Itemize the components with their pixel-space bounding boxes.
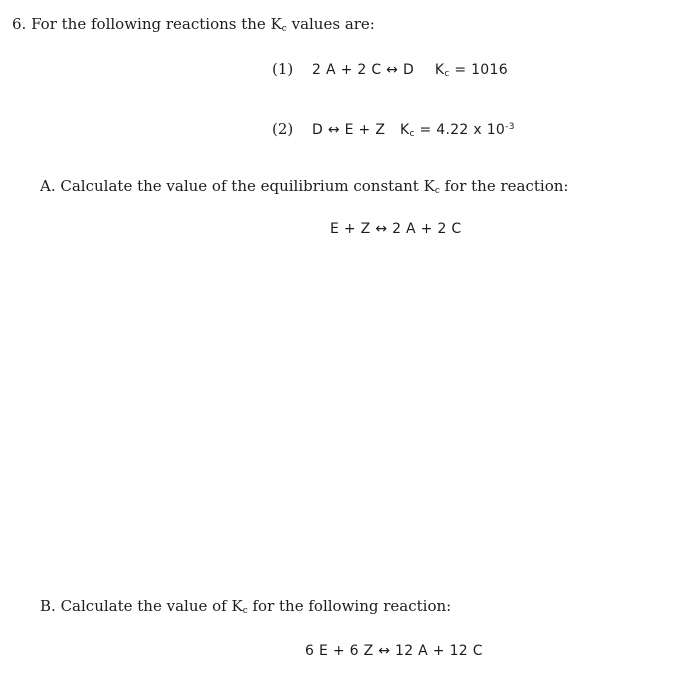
reaction-1-label: (1): [272, 60, 294, 78]
reaction-2-equation: D ↔ E + Z: [312, 122, 386, 138]
question-header: [12, 15, 375, 38]
part-a-text: Calculate the value of the equilibrium constant $K_c$ for the reaction:: [60, 177, 569, 196]
reaction-1-k: $K_c = 1016$: [434, 62, 508, 79]
reaction-2-label: (2): [272, 120, 294, 138]
part-b-prompt: [40, 597, 451, 620]
reaction-2-k: $K_c = 4.22$ x $10^{-3}$: [400, 122, 515, 139]
part-b-prefix: B.: [40, 597, 56, 615]
part-b-equation: 6 E + 6 Z ↔ 12 A + 12 C: [305, 643, 483, 659]
question-number: 6.: [12, 15, 27, 33]
part-b-text: Calculate the value of $K_c$ for the following reaction:: [60, 597, 452, 616]
reaction-2: [272, 118, 515, 143]
part-a-prefix: A.: [40, 177, 56, 195]
part-a-equation: E + Z ↔ 2 A + 2 C: [330, 221, 462, 237]
reaction-1-equation: 2 A + 2 C ↔ D: [312, 62, 415, 78]
part-a-prompt: [40, 177, 568, 200]
question-text: For the following reactions the $K_c$ values are:: [31, 15, 375, 34]
reaction-1: [272, 58, 508, 83]
